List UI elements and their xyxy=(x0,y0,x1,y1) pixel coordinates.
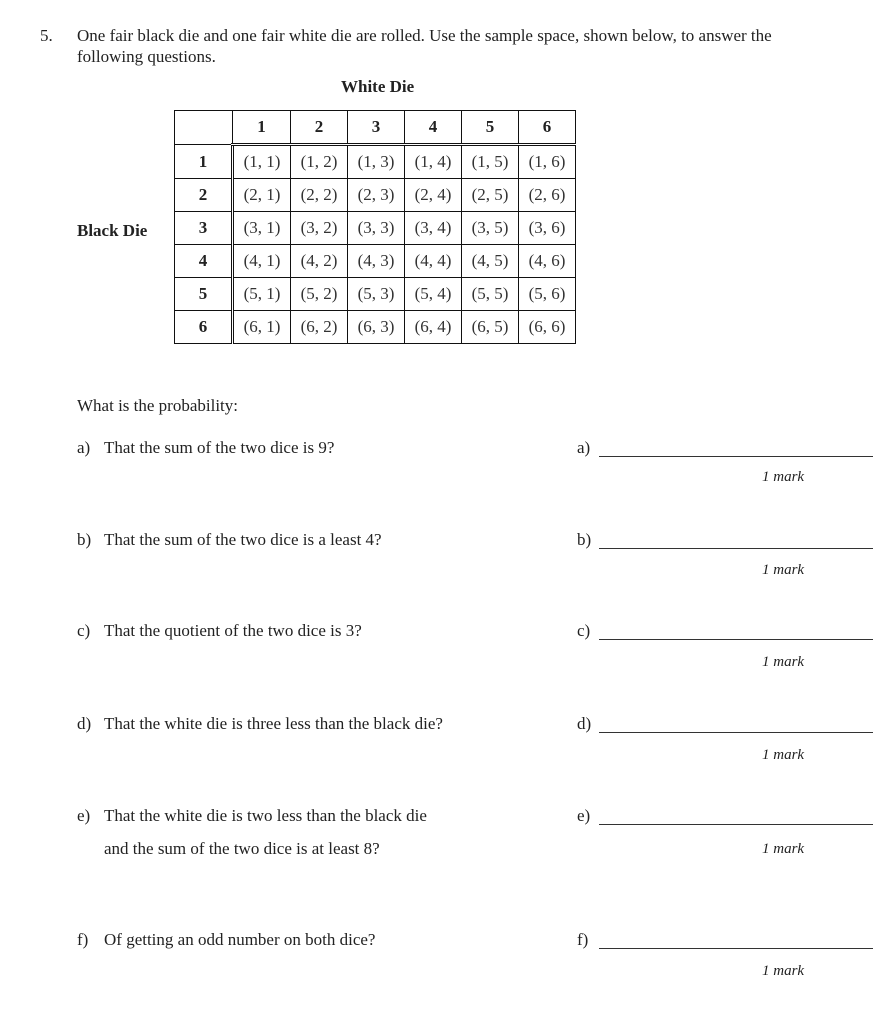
question-number: 5. xyxy=(40,26,53,45)
outcome-cell: (2, 2) xyxy=(291,179,348,212)
outcome-cell: (2, 6) xyxy=(519,179,576,212)
part-e-text: That the white die is two less than the black die xyxy=(104,806,427,825)
part-f-letter: f) xyxy=(77,930,89,949)
outcome-cell: (5, 1) xyxy=(233,278,291,311)
outcome-cell: (5, 3) xyxy=(348,278,405,311)
answer-b-line[interactable] xyxy=(599,548,873,549)
white-die-header: 1 xyxy=(233,111,291,145)
outcome-cell: (5, 4) xyxy=(405,278,462,311)
answer-d-line[interactable] xyxy=(599,732,873,733)
table-row xyxy=(175,212,576,245)
white-die-header: 4 xyxy=(405,111,462,145)
part-b xyxy=(77,530,382,550)
answer-e-line[interactable] xyxy=(599,824,873,825)
outcome-cell: (4, 3) xyxy=(348,245,405,278)
outcome-cell: (5, 5) xyxy=(462,278,519,311)
part-d xyxy=(77,714,443,734)
outcome-cell: (6, 5) xyxy=(462,311,519,344)
black-die-header: 5 xyxy=(175,278,233,311)
black-die-header: 6 xyxy=(175,311,233,344)
answer-c-line[interactable] xyxy=(599,639,873,640)
outcome-cell: (4, 6) xyxy=(519,245,576,278)
black-die-header: 1 xyxy=(175,145,233,179)
part-b-letter: b) xyxy=(77,530,92,549)
outcome-cell: (2, 4) xyxy=(405,179,462,212)
table-row xyxy=(175,179,576,212)
part-c xyxy=(77,621,362,641)
part-c-text: That the quotient of the two dice is 3? xyxy=(104,621,362,640)
sample-space-table xyxy=(174,110,576,344)
part-c-letter: c) xyxy=(77,621,91,640)
probability-prompt: What is the probability: xyxy=(77,396,238,415)
answer-f-line[interactable] xyxy=(599,948,873,949)
outcome-cell: (6, 4) xyxy=(405,311,462,344)
table-row xyxy=(175,311,576,344)
table-row xyxy=(175,245,576,278)
outcome-cell: (1, 1) xyxy=(233,145,291,179)
outcome-cell: (2, 1) xyxy=(233,179,291,212)
part-f-marks: 1 mark xyxy=(762,963,805,979)
outcome-cell: (1, 6) xyxy=(519,145,576,179)
outcome-cell: (4, 2) xyxy=(291,245,348,278)
outcome-cell: (6, 2) xyxy=(291,311,348,344)
part-b-text: That the sum of the two dice is a least 4? xyxy=(104,530,382,549)
outcome-cell: (3, 2) xyxy=(291,212,348,245)
part-e-marks: 1 mark xyxy=(762,841,805,857)
answer-d-label: d) xyxy=(577,714,592,733)
part-e-text-line-2: and the sum of the two dice is at least 8? xyxy=(104,839,380,858)
part-e-letter: e) xyxy=(77,806,91,825)
part-a xyxy=(77,438,334,458)
black-die-label: Black Die xyxy=(77,221,148,240)
white-die-label: White Die xyxy=(341,77,415,96)
white-die-header: 5 xyxy=(462,111,519,145)
part-c-marks: 1 mark xyxy=(762,654,805,670)
part-d-letter: d) xyxy=(77,714,92,733)
part-a-letter: a) xyxy=(77,438,91,457)
outcome-cell: (5, 2) xyxy=(291,278,348,311)
outcome-cell: (2, 3) xyxy=(348,179,405,212)
outcome-cell: (6, 1) xyxy=(233,311,291,344)
question-intro-line-2: following questions. xyxy=(77,47,216,66)
outcome-cell: (3, 5) xyxy=(462,212,519,245)
question-intro-line-1: One fair black die and one fair white die are rolled. Use the sample space, shown below, to answer the xyxy=(77,26,772,45)
answer-f-label: f) xyxy=(577,930,589,949)
part-b-marks: 1 mark xyxy=(762,562,805,578)
black-die-header: 4 xyxy=(175,245,233,278)
table-row xyxy=(175,145,576,179)
part-f-text: Of getting an odd number on both dice? xyxy=(104,930,376,949)
outcome-cell: (1, 3) xyxy=(348,145,405,179)
outcome-cell: (4, 4) xyxy=(405,245,462,278)
outcome-cell: (1, 2) xyxy=(291,145,348,179)
outcome-cell: (1, 4) xyxy=(405,145,462,179)
outcome-cell: (2, 5) xyxy=(462,179,519,212)
answer-a-label: a) xyxy=(577,438,591,457)
outcome-cell: (3, 1) xyxy=(233,212,291,245)
outcome-cell: (4, 1) xyxy=(233,245,291,278)
white-die-header: 3 xyxy=(348,111,405,145)
part-a-text: That the sum of the two dice is 9? xyxy=(104,438,335,457)
outcome-cell: (6, 6) xyxy=(519,311,576,344)
white-die-header: 6 xyxy=(519,111,576,145)
table-corner xyxy=(175,111,233,145)
answer-c-label: c) xyxy=(577,621,591,640)
table-row xyxy=(175,278,576,311)
part-d-text: That the white die is three less than the black die? xyxy=(104,714,443,733)
black-die-header: 2 xyxy=(175,179,233,212)
part-f xyxy=(77,930,375,950)
outcome-cell: (4, 5) xyxy=(462,245,519,278)
part-d-marks: 1 mark xyxy=(762,747,805,763)
outcome-cell: (3, 6) xyxy=(519,212,576,245)
answer-b-label: b) xyxy=(577,530,592,549)
outcome-cell: (3, 3) xyxy=(348,212,405,245)
part-e xyxy=(77,806,427,826)
outcome-cell: (3, 4) xyxy=(405,212,462,245)
answer-a-line[interactable] xyxy=(599,456,873,457)
outcome-cell: (1, 5) xyxy=(462,145,519,179)
part-a-marks: 1 mark xyxy=(762,469,805,485)
black-die-header: 3 xyxy=(175,212,233,245)
outcome-cell: (5, 6) xyxy=(519,278,576,311)
white-die-header: 2 xyxy=(291,111,348,145)
outcome-cell: (6, 3) xyxy=(348,311,405,344)
answer-e-label: e) xyxy=(577,806,591,825)
